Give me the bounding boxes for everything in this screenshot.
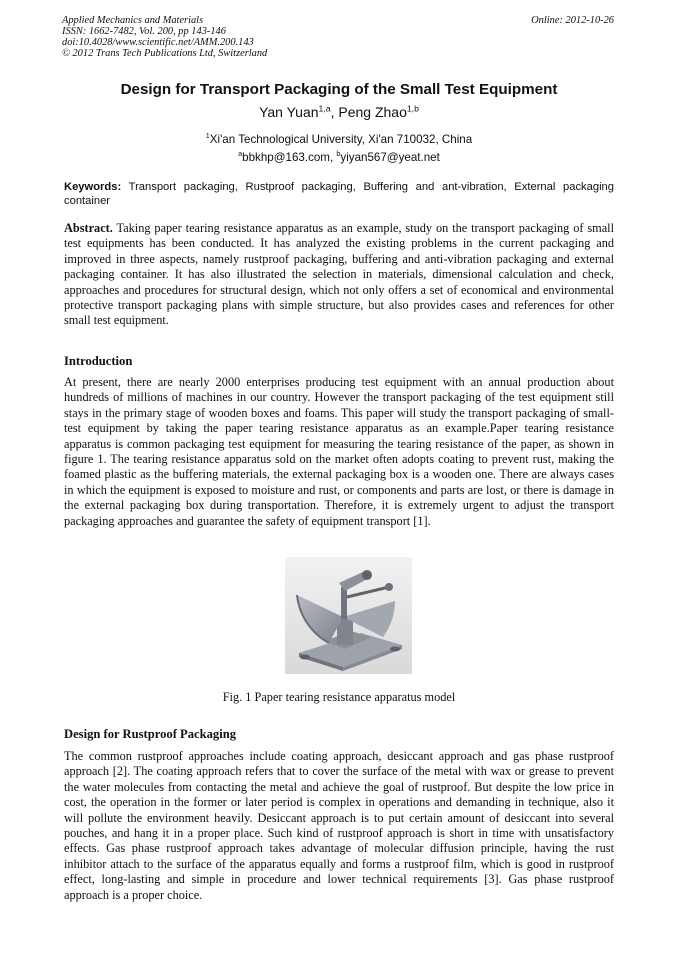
abstract xyxy=(64,221,614,329)
apparatus-model-illustration xyxy=(285,557,412,674)
affiliation-block xyxy=(0,131,678,167)
abstract-text: Taking paper tearing resistance apparatus as an example, study on the transport packaging of small test equipments has been conducted. It has analyzed the existing problems in the current packaging and improved in three aspects, namely rustproof packaging, buffering and anti-vibration packaging and external packaging container. It has also illustrated the selection in materials, dimensional calculation and check, approaches and procedures for structural design, which not only offers a set of economical and environmental protective transport packaging plans with simple structure, but also provides cases and references for other small test equipment. xyxy=(64,221,614,328)
keywords-label: Keywords: xyxy=(64,181,122,193)
author-affiliation-mark: 1,b xyxy=(406,103,419,114)
section-heading-rustproof: Design for Rustproof Packaging xyxy=(64,727,237,741)
email-link[interactable]: bbkhp@163.com xyxy=(242,151,330,164)
author-affiliation-mark: 1,a xyxy=(318,103,331,114)
apparatus-figure xyxy=(285,557,412,674)
online-date: Online: 2012-10-26 xyxy=(531,15,614,26)
email-mark: a xyxy=(238,149,243,159)
affiliation-mark: 1 xyxy=(205,131,210,141)
email-line xyxy=(0,149,678,167)
email-link[interactable]: yiyan567@yeat.net xyxy=(340,151,440,164)
rustproof-paragraph: The common rustproof approaches include coating approach, desiccant approach and gas phase rustproof approach [2]. The coating approach refers that to cover the surface of the metal with wax or grease to prevent the water molecules from contacting the metal and achieve the goal of rustproof. But despite the low price in cost, the operation in the former or later period is complex in operations and demanding in technique, also it will pollute the environment heavily. Desiccant approach is to put certain amount of desiccant into several pouches, and hang it in a proper place. Such kind of rustproof approach is short in time with unsatisfactory effects. Gas phase rustproof approach takes advantage of molecular diffusion principle, having the rust inhibitor attach to the surface of the apparatus equally and forms a rustproof film, which is good in rustproof effect, long-lasting and simple in procedure and lower technical requirements [3]. Gas phase rustproof approach is a proper choice. xyxy=(64,749,614,902)
author-name: Peng Zhao xyxy=(338,104,407,120)
issn-line: ISSN: 1662-7482, Vol. 200, pp 143-146 xyxy=(62,26,226,37)
author-line xyxy=(0,104,678,120)
affiliation-text: Xi'an Technological University, Xi'an 710032, China xyxy=(209,133,473,146)
journal-name: Applied Mechanics and Materials xyxy=(62,15,204,26)
author-separator: , xyxy=(330,104,339,120)
doi-line: doi:10.4028/www.scientific.net/AMM.200.143 xyxy=(62,37,254,48)
journal-header xyxy=(62,15,614,59)
section-heading-introduction: Introduction xyxy=(64,354,133,368)
keywords-text: Transport packaging, Rustproof packaging, Buffering and ant-vibration, External packaging container xyxy=(64,181,615,207)
email-mark: b xyxy=(336,149,341,159)
figure-caption: Fig. 1 Paper tearing resistance apparatus model xyxy=(222,690,456,704)
affiliation-line xyxy=(0,131,678,149)
abstract-label: Abstract. xyxy=(64,221,113,235)
keywords xyxy=(64,181,614,208)
author-name: Yan Yuan xyxy=(259,104,319,120)
paper-title: Design for Transport Packaging of the Small Test Equipment xyxy=(120,81,558,98)
email-separator: , xyxy=(329,151,337,164)
copyright-line: © 2012 Trans Tech Publications Ltd, Switzerland xyxy=(62,48,268,59)
introduction-paragraph: At present, there are nearly 2000 enterprises producing test equipment with an annual production about hundreds of millions of machines in our country. However the transport packaging of the test equipment still stays in the primary stage of wooden boxes and foams. This paper will study the transport packaging of small-test equipment by taking the paper tearing resistance apparatus as an example.Paper tearing resistance apparatus is common packaging test equipment for measuring the tearing resistance of the paper, as shown in figure 1. The tearing resistance apparatus sold on the market often adopts coating to prevent rust, making the foamed plastic as the buffering materials, the external packaging box is a wooden one. There are always cases in which the equipment is exposed to moisture and rust, or components and parts are lost, or there is damage in the external packaging box during transportation. Therefore, it is extremely urgent to adjust the transport packaging approaches and guarantee the safety of equipment transport [1]. xyxy=(64,375,614,528)
